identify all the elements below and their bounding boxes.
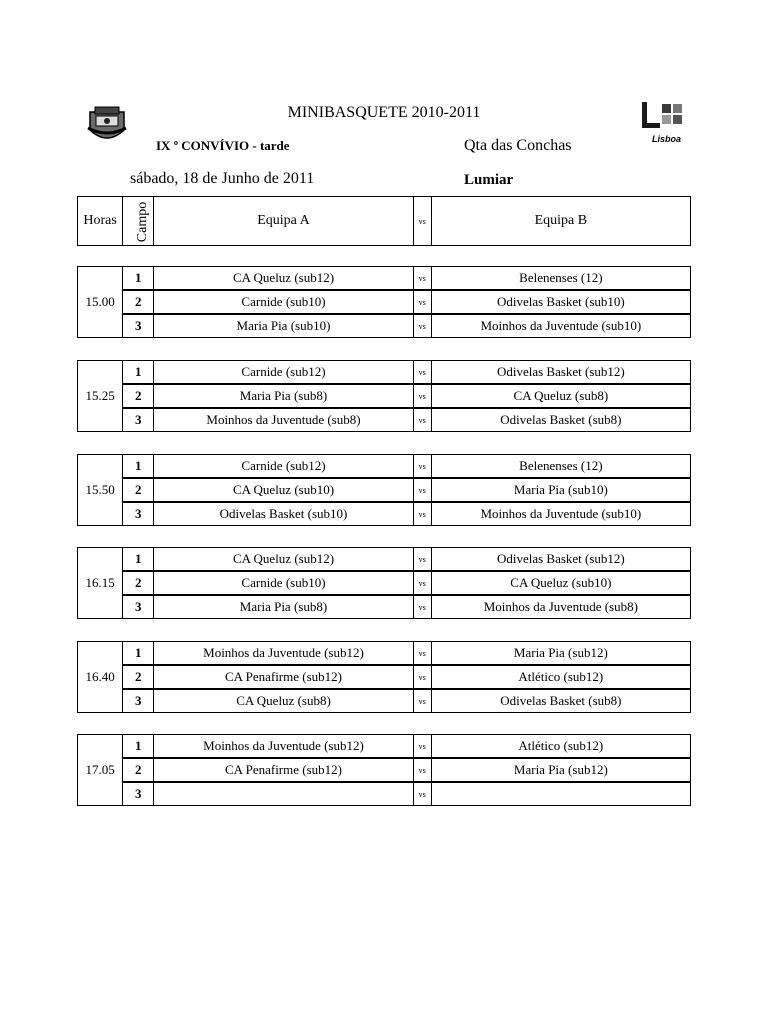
team-a: Moinhos da Juventude (sub12): [154, 642, 413, 666]
team-a: Moinhos da Juventude (sub8): [154, 408, 413, 432]
slot-time: 16.40: [78, 642, 123, 713]
slot-time: 15.00: [78, 267, 123, 338]
court-number: 1: [123, 642, 154, 666]
game-row: [78, 571, 691, 595]
time-slot-table: [77, 266, 691, 338]
team-b: Odivelas Basket (sub10): [431, 290, 690, 314]
game-row: [78, 642, 691, 666]
time-slot-table: [77, 641, 691, 713]
team-a: [154, 782, 413, 806]
court-number: 3: [123, 595, 154, 619]
slot-time: 15.25: [78, 361, 123, 432]
team-a: CA Penafirme (sub12): [154, 758, 413, 782]
column-header-vs: vs: [413, 197, 431, 246]
vs-label: vs: [413, 735, 431, 759]
team-b: Moinhos da Juventude (sub10): [431, 314, 690, 338]
team-a: CA Queluz (sub10): [154, 478, 413, 502]
venue-name: Qta das Conchas: [464, 137, 572, 154]
team-a: Maria Pia (sub10): [154, 314, 413, 338]
team-a: Carnide (sub10): [154, 290, 413, 314]
game-row: [78, 502, 691, 526]
slot-time: 17.05: [78, 735, 123, 806]
team-a: Maria Pia (sub8): [154, 384, 413, 408]
game-row: [78, 314, 691, 338]
team-b: [431, 782, 690, 806]
vs-label: vs: [413, 267, 431, 291]
vs-label: vs: [413, 571, 431, 595]
game-row: [78, 665, 691, 689]
game-row: [78, 782, 691, 806]
team-b: Maria Pia (sub10): [431, 478, 690, 502]
vs-label: vs: [413, 408, 431, 432]
vs-label: vs: [413, 290, 431, 314]
team-b: Odivelas Basket (sub8): [431, 689, 690, 713]
team-b: Odivelas Basket (sub8): [431, 408, 690, 432]
team-b: Atlético (sub12): [431, 665, 690, 689]
time-slot-table: [77, 547, 691, 619]
time-slot-table: [77, 734, 691, 806]
team-b: Maria Pia (sub12): [431, 642, 690, 666]
column-header-time: Horas: [78, 197, 123, 246]
vs-label: vs: [413, 478, 431, 502]
column-header-court: [123, 197, 154, 246]
team-a: CA Queluz (sub12): [154, 548, 413, 572]
schedule-header: [77, 196, 691, 246]
court-number: 2: [123, 290, 154, 314]
game-row: [78, 455, 691, 479]
court-number: 3: [123, 782, 154, 806]
game-row: [78, 290, 691, 314]
vs-label: vs: [413, 642, 431, 666]
team-b: Moinhos da Juventude (sub8): [431, 595, 690, 619]
court-number: 1: [123, 548, 154, 572]
game-row: [78, 758, 691, 782]
vs-label: vs: [413, 782, 431, 806]
court-number: 2: [123, 571, 154, 595]
court-number: 3: [123, 314, 154, 338]
game-row: [78, 478, 691, 502]
team-b: Odivelas Basket (sub12): [431, 548, 690, 572]
team-b: Belenenses (12): [431, 455, 690, 479]
time-slot-table: [77, 454, 691, 526]
game-row: [78, 595, 691, 619]
event-subtitle: IX º CONVÍVIO - tarde: [156, 138, 290, 153]
game-row: [78, 384, 691, 408]
vs-label: vs: [413, 384, 431, 408]
court-number: 2: [123, 478, 154, 502]
vs-label: vs: [413, 455, 431, 479]
page-title: MINIBASQUETE 2010-2011: [287, 104, 481, 121]
team-b: Atlético (sub12): [431, 735, 690, 759]
event-date: sábado, 18 de Junho de 2011: [130, 170, 315, 187]
logo-wordmark: Lisboa: [652, 134, 682, 144]
team-b: Moinhos da Juventude (sub10): [431, 502, 690, 526]
team-a: CA Penafirme (sub12): [154, 665, 413, 689]
court-number: 2: [123, 384, 154, 408]
team-a: Carnide (sub12): [154, 361, 413, 385]
vs-label: vs: [413, 314, 431, 338]
column-header-court-label: Campo: [135, 201, 151, 242]
vs-label: vs: [413, 665, 431, 689]
team-b: Maria Pia (sub12): [431, 758, 690, 782]
court-number: 1: [123, 455, 154, 479]
vs-label: vs: [413, 689, 431, 713]
column-header-team-b: Equipa B: [431, 197, 690, 246]
court-number: 1: [123, 735, 154, 759]
venue-location: Lumiar: [464, 172, 514, 188]
time-slot-table: [77, 360, 691, 432]
team-b: CA Queluz (sub10): [431, 571, 690, 595]
slot-time: 16.15: [78, 548, 123, 619]
court-number: 3: [123, 408, 154, 432]
game-row: [78, 361, 691, 385]
vs-label: vs: [413, 758, 431, 782]
team-a: Moinhos da Juventude (sub12): [154, 735, 413, 759]
game-row: [78, 689, 691, 713]
team-b: CA Queluz (sub8): [431, 384, 690, 408]
game-row: [78, 408, 691, 432]
slot-time: 15.50: [78, 455, 123, 526]
court-number: 2: [123, 665, 154, 689]
court-number: 3: [123, 502, 154, 526]
court-number: 3: [123, 689, 154, 713]
vs-label: vs: [413, 361, 431, 385]
court-number: 1: [123, 267, 154, 291]
vs-label: vs: [413, 548, 431, 572]
team-a: Maria Pia (sub8): [154, 595, 413, 619]
court-number: 2: [123, 758, 154, 782]
game-row: [78, 548, 691, 572]
team-a: CA Queluz (sub12): [154, 267, 413, 291]
column-header-team-a: Equipa A: [154, 197, 413, 246]
team-a: CA Queluz (sub8): [154, 689, 413, 713]
game-row: [78, 735, 691, 759]
court-number: 1: [123, 361, 154, 385]
vs-label: vs: [413, 502, 431, 526]
vs-label: vs: [413, 595, 431, 619]
team-b: Belenenses (12): [431, 267, 690, 291]
team-a: Carnide (sub10): [154, 571, 413, 595]
team-a: Carnide (sub12): [154, 455, 413, 479]
game-row: [78, 267, 691, 291]
team-b: Odivelas Basket (sub12): [431, 361, 690, 385]
team-a: Odivelas Basket (sub10): [154, 502, 413, 526]
